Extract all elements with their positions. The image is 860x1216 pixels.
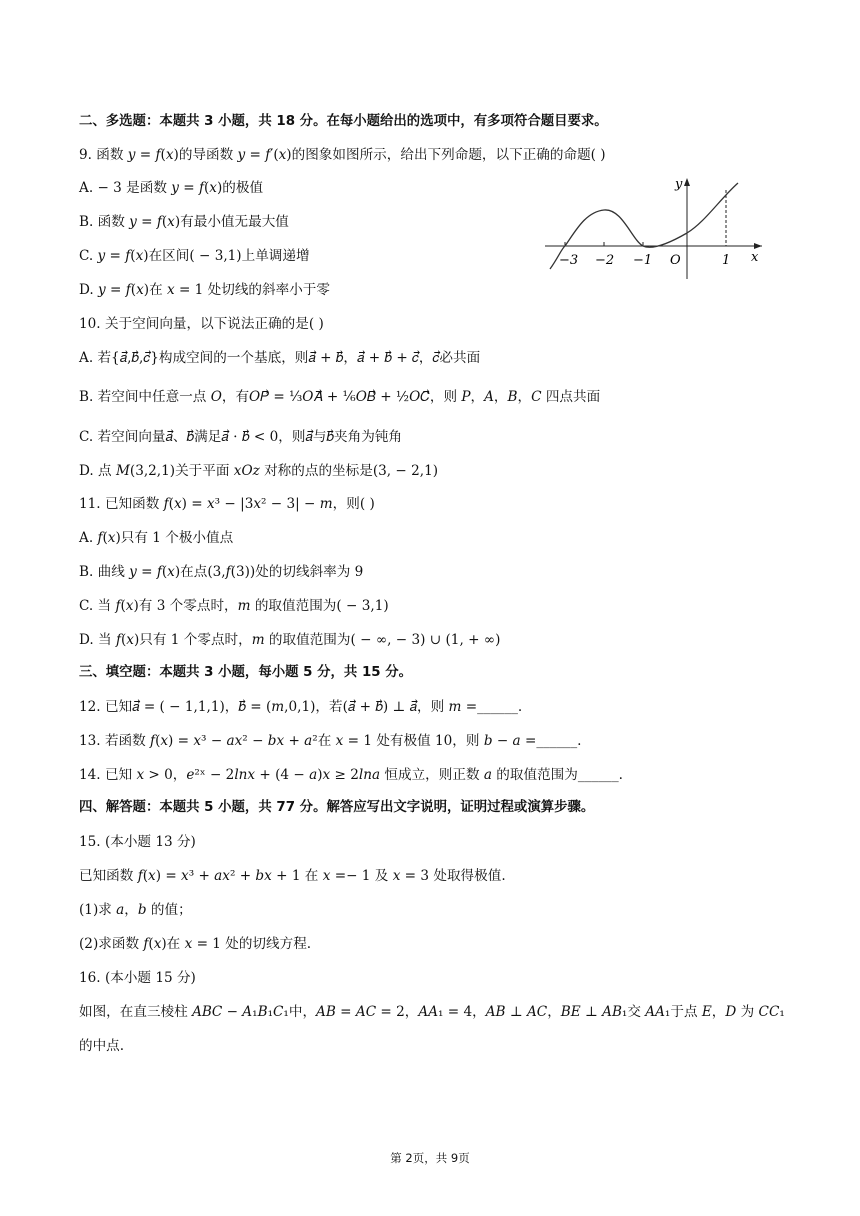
question-9-option-b: B. 函数 𝑦 = 𝑓(𝑥)有最小值无最大值: [79, 214, 289, 230]
question-9-option-d: D. 𝑦 = 𝑓(𝑥)在 𝑥 = 1 处切线的斜率小于零: [79, 282, 330, 298]
x-tick-label-neg3: −3: [559, 253, 579, 268]
y-axis-arrow: [684, 178, 690, 186]
question-11-option-a: A. 𝑓(𝑥)只有 1 个极小值点: [79, 530, 234, 546]
x-tick-label-1: 1: [722, 253, 731, 268]
x-tick-label-neg2: −2: [595, 253, 615, 268]
question-10-option-c: C. 若空间向量𝑎⃗、𝑏⃗满足𝑎⃗ ⋅ 𝑏⃗ < 0，则𝑎⃗与𝑏⃗夹角为钝角: [79, 429, 402, 445]
section-heading-multiple-choice: 二、多选题：本题共 3 小题，共 18 分。在每小题给出的选项中，有多项符合题目要求。: [79, 114, 608, 129]
question-13: 13. 若函数 𝑓(𝑥) = 𝑥³ − 𝑎𝑥² − 𝑏𝑥 + 𝑎²在 𝑥 = 1 处有极值 10，则 𝑏 − 𝑎 =______.: [79, 733, 582, 749]
derivative-graph: [540, 174, 770, 284]
section-heading-fill-in: 三、填空题：本题共 3 小题，每小题 5 分，共 15 分。: [79, 665, 413, 680]
y-axis-label: y: [675, 177, 683, 192]
question-11-stem: 11. 已知函数 𝑓(𝑥) = 𝑥³ − |3𝑥² − 3| − 𝑚，则( ): [79, 496, 375, 512]
question-12: 12. 已知𝑎⃗ = ( − 1,1,1)，𝑏⃗ = (𝑚,0,1)，若(𝑎⃗ + 𝑏⃗) ⊥ 𝑎⃗，则 𝑚 =______.: [79, 699, 523, 715]
question-10-stem: 10. 关于空间向量，以下说法正确的是( ): [79, 316, 324, 332]
question-15-part-1: (1)求 𝑎，𝑏 的值；: [79, 902, 192, 918]
question-14: 14. 已知 𝑥 > 0，𝑒²ˣ − 2𝑙𝑛𝑥 + (4 − 𝑎)𝑥 ≥ 2𝑙𝑛𝑎 恒成立，则正数 𝑎 的取值范围为______.: [79, 767, 623, 783]
question-10-option-a: A. 若{𝑎⃗,𝑏⃗,𝑐⃗}构成空间的一个基底，则𝑎⃗ + 𝑏⃗，𝑎⃗ + 𝑏⃗ + 𝑐⃗，𝑐⃗必共面: [79, 350, 481, 366]
question-11-option-c: C. 当 𝑓(𝑥)有 3 个零点时，𝑚 的取值范围为( − 3,1): [79, 598, 389, 614]
question-10-option-d: D. 点 𝑀(3,2,1)关于平面 𝑥𝑂𝑧 对称的点的坐标是(3, − 2,1): [79, 463, 439, 479]
question-9-stem: 9. 函数 𝑦 = 𝑓(𝑥)的导函数 𝑦 = 𝑓′(𝑥)的图象如图所示，给出下列命题，以下正确的命题( ): [79, 147, 606, 163]
question-16-header: 16. (本小题 15 分): [79, 970, 196, 986]
question-11-option-d: D. 当 𝑓(𝑥)只有 1 个零点时，𝑚 的取值范围为( − ∞, − 3) ∪ (1, + ∞): [79, 632, 501, 648]
question-11-option-b: B. 曲线 𝑦 = 𝑓(𝑥)在点(3,𝑓(3))处的切线斜率为 9: [79, 564, 364, 580]
question-15-stem: 已知函数 𝑓(𝑥) = 𝑥³ + 𝑎𝑥² + 𝑏𝑥 + 1 在 𝑥 =− 1 及 𝑥 = 3 处取得极值.: [79, 868, 506, 884]
section-heading-solutions: 四、解答题：本题共 5 小题，共 77 分。解答应写出文字说明，证明过程或演算步骤。: [79, 800, 595, 815]
origin-label: O: [670, 253, 681, 268]
question-15-header: 15. (本小题 13 分): [79, 834, 196, 850]
page-footer: 第 2页，共 9页: [390, 1151, 470, 1165]
x-tick-label-neg1: −1: [633, 253, 653, 268]
question-9-option-a: A. − 3 是函数 𝑦 = 𝑓(𝑥)的极值: [79, 180, 264, 196]
x-axis-arrow: [754, 243, 762, 249]
question-9-option-c: C. 𝑦 = 𝑓(𝑥)在区间( − 3,1)上单调递增: [79, 248, 310, 264]
question-15-part-2: (2)求函数 𝑓(𝑥)在 𝑥 = 1 处的切线方程.: [79, 936, 312, 952]
question-16-stem: 如图，在直三棱柱 𝐴𝐵𝐶 − 𝐴₁𝐵₁𝐶₁中，𝐴𝐵 = 𝐴𝐶 = 2，𝐴𝐴₁ = 4，𝐴𝐵 ⊥ 𝐴𝐶，𝐵𝐸 ⊥ 𝐴𝐵₁交 𝐴𝐴₁于点 𝐸，𝐷 为 𝐶𝐶₁: [79, 1004, 785, 1020]
question-10-option-b: B. 若空间中任意一点 𝑂，有𝑂𝑃⃗ = ⅓𝑂𝐴⃗ + ⅙𝑂𝐵⃗ + ½𝑂𝐶⃗，则 𝑃，𝐴，𝐵，𝐶 四点共面: [79, 389, 601, 405]
question-16-stem-continued: 的中点.: [79, 1038, 125, 1054]
x-axis-label: x: [751, 250, 759, 265]
